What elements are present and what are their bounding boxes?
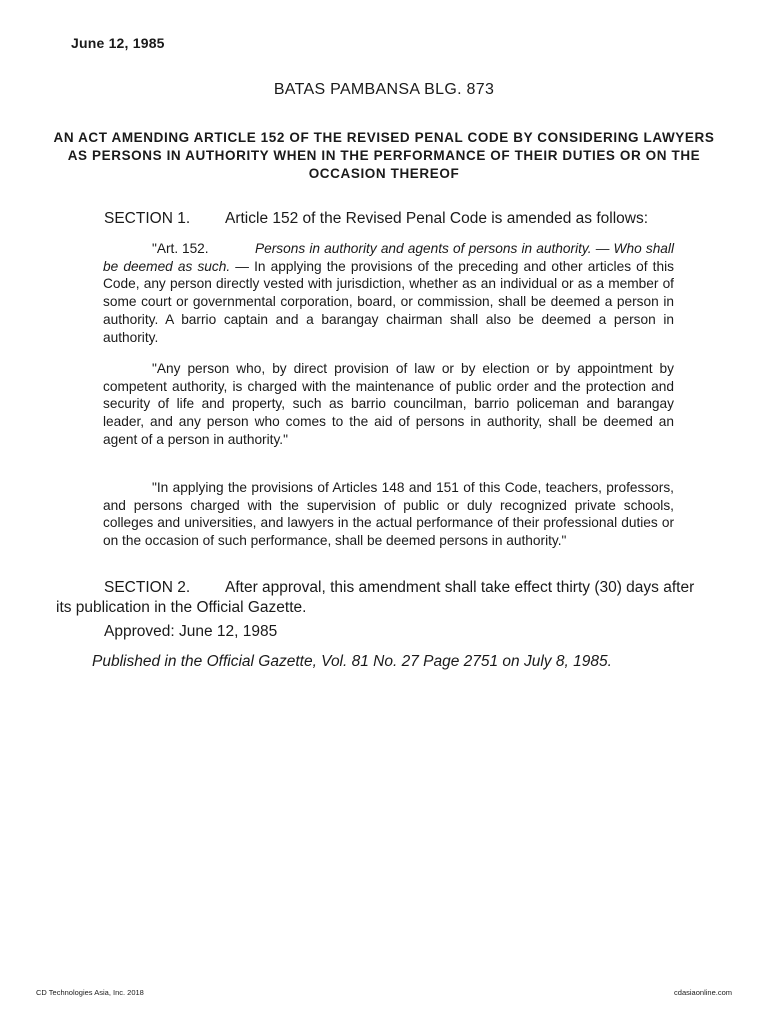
approval-line: Approved: June 12, 1985	[104, 623, 278, 640]
section-2-text: After approval, this amendment shall take effect thirty (30) days after its publication in the Official Gazette.	[56, 579, 695, 616]
section-2-paragraph	[56, 578, 712, 618]
law-title: BATAS PAMBANSA BLG. 873	[273, 81, 495, 98]
section-1-text: Article 152 of the Revised Penal Code is amended as follows:	[225, 210, 649, 227]
article-text: — In applying the provisions of the preceding and other articles of this Code, any person directly vested with jurisdiction, whether as an individual or as a member of some court or governmental corporation, board, or commission, shall be deemed a person in authority. A barrio captain and a barangay chairman shall also be deemed a person in authority.	[103, 258, 674, 345]
section-1-heading	[104, 210, 648, 228]
quoted-article-paragraph-1	[103, 240, 674, 346]
article-label: "Art. 152.	[152, 241, 209, 256]
footer-copyright: CD Technologies Asia, Inc. 2018	[36, 988, 144, 997]
quoted-article-paragraph-3	[103, 479, 674, 550]
quoted-article-paragraph-2	[103, 360, 674, 449]
act-title: AN ACT AMENDING ARTICLE 152 OF THE REVISED PENAL CODE BY CONSIDERING LAWYERS AS PERSONS IN AUTHORITY WHEN IN THE PERFORMANCE OF THEIR DUTIES OR ON THE OCCASION THEREOF	[53, 130, 715, 181]
paragraph-3-text: "In applying the provisions of Articles 148 and 151 of this Code, teachers, professors, and persons charged with the supervision of public or duly recognized private schools, colleges and universities, and lawyers in the actual performance of their professional duties or on the occasion of such performance, shall be deemed persons in authority."	[103, 480, 674, 549]
publication-note: Published in the Official Gazette, Vol. 81 No. 27 Page 2751 on July 8, 1985.	[92, 653, 612, 670]
article-heading: Persons in authority and agents of persons in authority. — Who shall be deemed as such.	[103, 241, 674, 274]
section-2-label: SECTION 2.	[104, 579, 191, 596]
paragraph-2-text: "Any person who, by direct provision of law or by election or by appointment by competent authority, is charged with the maintenance of public order and the protection and security of life and property, such as barrio councilman, barrio policeman and barangay leader, and any person who comes to the aid of persons in authority, shall be deemed an agent of a person in authority."	[103, 361, 674, 447]
document-date: June 12, 1985	[71, 35, 165, 51]
section-1-label: SECTION 1.	[104, 210, 191, 227]
footer-website: cdasiaonline.com	[674, 988, 732, 997]
